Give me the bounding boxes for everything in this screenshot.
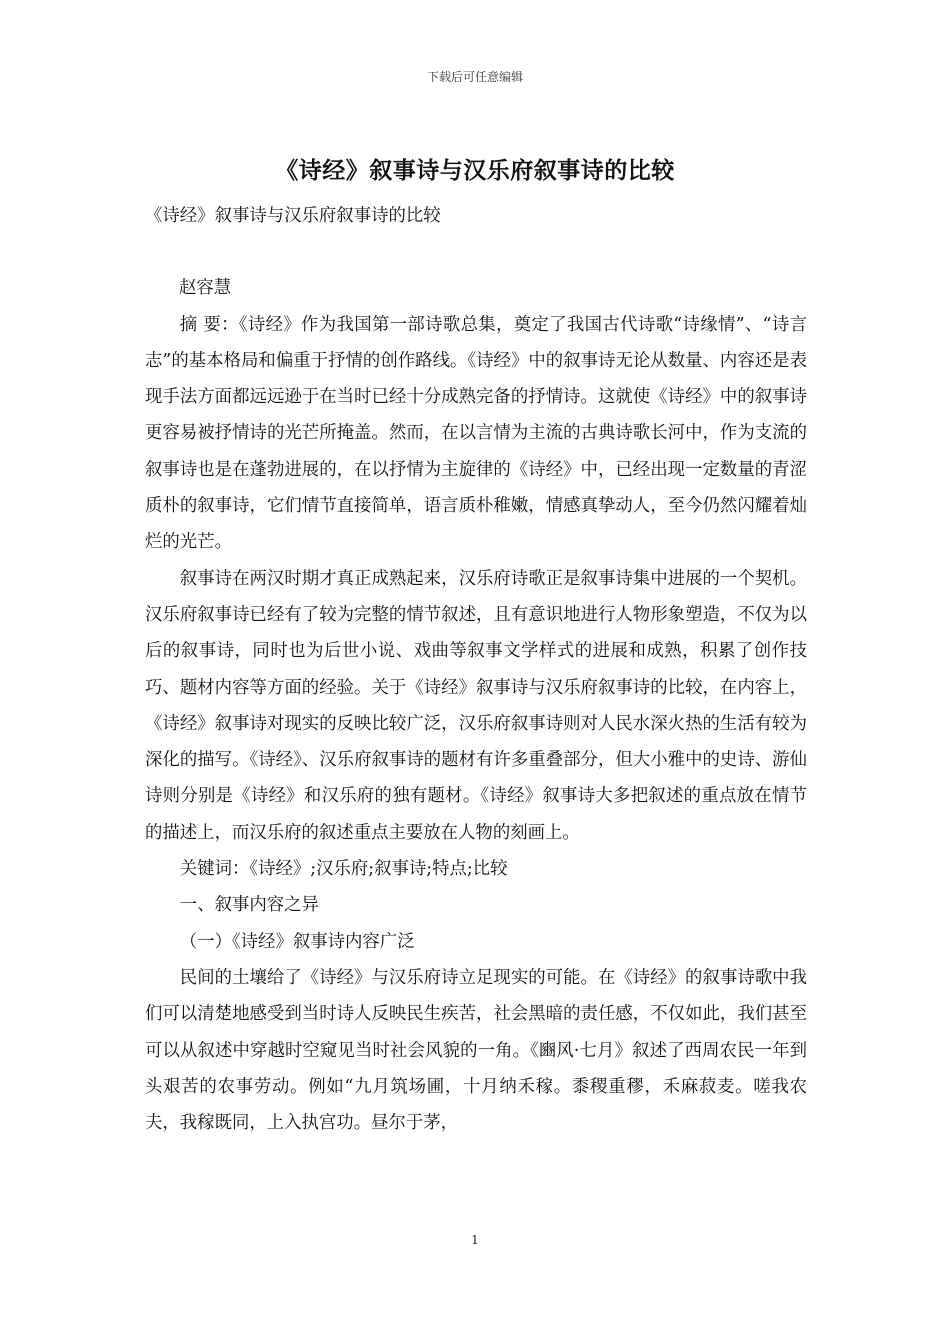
- keywords-line: 关键词：《诗经》;汉乐府;叙事诗;特点;比较: [179, 859, 508, 880]
- header-note: 下载后可任意编辑: [426, 70, 523, 84]
- document-subtitle: 《诗经》叙事诗与汉乐府叙事诗的比较: [145, 206, 441, 226]
- body-paragraph: 民间的土壤给了《诗经》与汉乐府诗立足现实的可能。在《诗经》的叙事诗歌中我们可以清楚地感受到当时诗人反映民生疾苦，社会黑暗的责任感，不仅如此，我们甚至可以从叙述中穿越时空窥见当时社会风貌的一角。《豳风·七月》叙述了西周农民一年到头艰苦的农事劳动。例如“九月筑场圃，十月纳禾稼。黍稷重穋，禾麻菽麦。嗟我农夫，我稼既同，上入执宫功。昼尔于茅，: [145, 967, 807, 1134]
- section-heading: 一、叙事内容之异: [179, 895, 319, 916]
- author-name: 赵容慧: [179, 278, 232, 299]
- page-number: 1: [471, 1233, 479, 1247]
- subsection-heading: （一）《诗经》叙事诗内容广泛: [179, 931, 415, 952]
- document-body: [145, 198, 807, 1141]
- abstract-paragraph: 摘 要：《诗经》作为我国第一部诗歌总集，奠定了我国古代诗歌“诗缘情”、“诗言志”的基本格局和偏重于抒情的创作路线。《诗经》中的叙事诗无论从数量、内容还是表现手法方面都远远逊于在当时已经十分成熟完备的抒情诗。这就使《诗经》中的叙事诗更容易被抒情诗的光芒所掩盖。然而，在以言情为主流的古典诗歌长河中，作为支流的叙事诗也是在蓬勃进展的，在以抒情为主旋律的《诗经》中，已经出现一定数量的青涩质朴的叙事诗，它们情节直接简单，语言质朴稚嫩，情感真挚动人，至今仍然闪耀着灿烂的光芒。: [145, 314, 807, 553]
- blank-line: [145, 234, 807, 270]
- body-paragraph: 叙事诗在两汉时期才真正成熟起来，汉乐府诗歌正是叙事诗集中进展的一个契机。汉乐府叙事诗已经有了较为完整的情节叙述，且有意识地进行人物形象塑造，不仅为以后的叙事诗，同时也为后世小说、戏曲等叙事文学样式的进展和成熟，积累了创作技巧、题材内容等方面的经验。关于《诗经》叙事诗与汉乐府叙事诗的比较，在内容上，《诗经》叙事诗对现实的反映比较广泛，汉乐府叙事诗则对人民水深火热的生活有较为深化的描写。《诗经》、汉乐府叙事诗的题材有许多重叠部分，但大小雅中的史诗、游仙诗则分别是《诗经》和汉乐府的独有题材。《诗经》叙事诗大多把叙述的重点放在情节的描述上，而汉乐府的叙述重点主要放在人物的刻画上。: [145, 568, 807, 843]
- document-title: 《诗经》叙事诗与汉乐府叙事诗的比较: [275, 157, 675, 184]
